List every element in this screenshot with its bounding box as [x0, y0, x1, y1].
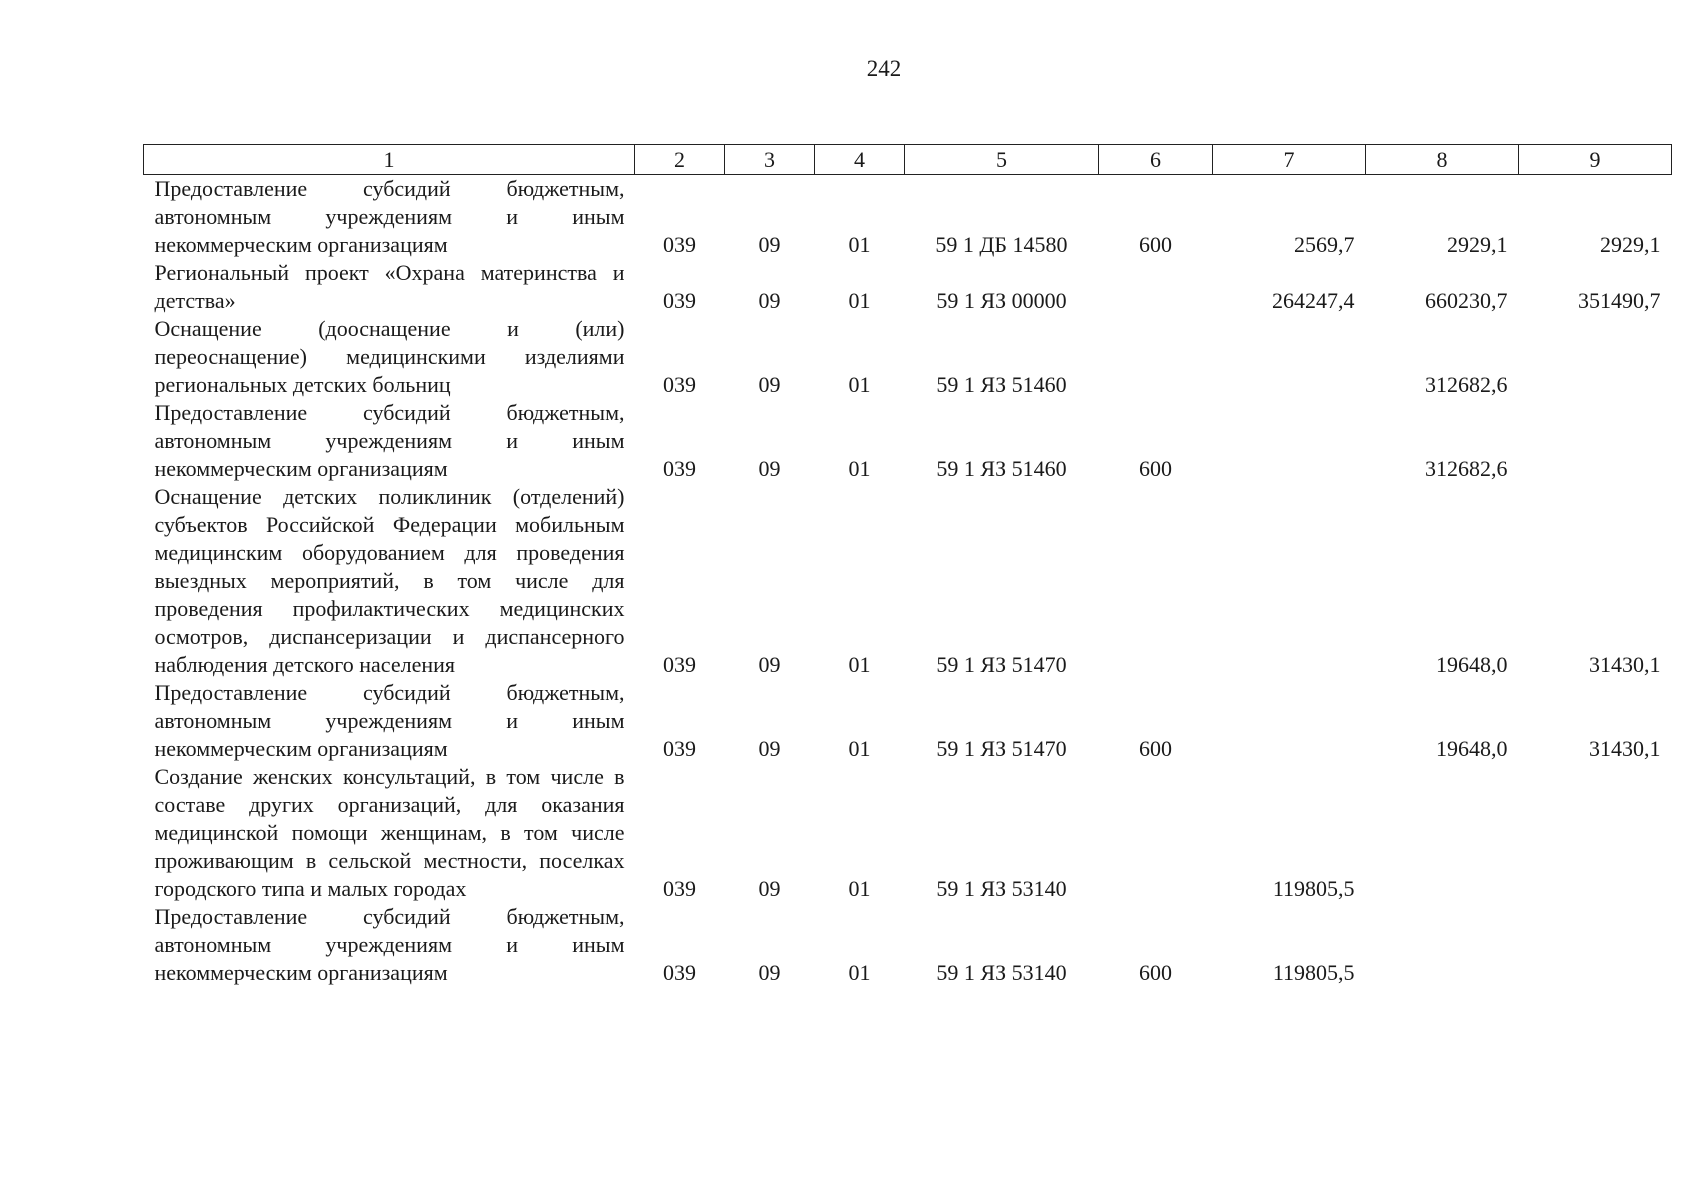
table-row — [144, 315, 1672, 399]
row-amount-year1-cell: 119805,5 — [1272, 876, 1355, 901]
row-amount-year3-cell — [1519, 763, 1672, 903]
row-subsection-cell: 01 — [848, 876, 871, 901]
row-target-article-cell: 59 1 ЯЗ 51460 — [936, 372, 1067, 397]
row-expense-type-cell — [1099, 315, 1213, 399]
row-amount-year3-cell — [1519, 399, 1672, 483]
table-row — [144, 259, 1672, 315]
row-amount-year2-cell — [1366, 903, 1519, 987]
row-subsection-cell: 01 — [848, 456, 871, 481]
row-section-cell: 09 — [758, 372, 781, 397]
row-subsection-cell: 01 — [848, 960, 871, 985]
row-amount-year3-cell: 351490,7 — [1578, 288, 1661, 313]
row-amount-year1-cell: 264247,4 — [1272, 288, 1355, 313]
row-grbs-cell: 039 — [663, 232, 696, 257]
row-amount-year1-cell — [1213, 315, 1366, 399]
header-row — [144, 145, 1672, 175]
table-row — [144, 483, 1672, 679]
table-body — [144, 175, 1672, 988]
row-name-cell: Предоставление субсидий бюджетным, автономным учреждениям и иным некоммерческим организациям — [154, 680, 625, 761]
row-subsection-cell: 01 — [848, 736, 871, 761]
row-section-cell: 09 — [758, 736, 781, 761]
row-amount-year2-cell: 660230,7 — [1425, 288, 1508, 313]
table-row — [144, 679, 1672, 763]
budget-table — [143, 144, 1672, 987]
row-amount-year2-cell: 312682,6 — [1425, 456, 1508, 481]
row-target-article-cell: 59 1 ЯЗ 51460 — [936, 456, 1067, 481]
table-row — [144, 763, 1672, 903]
table-row — [144, 903, 1672, 987]
row-name-cell: Предоставление субсидий бюджетным, автономным учреждениям и иным некоммерческим организациям — [154, 400, 625, 481]
row-amount-year3-cell: 31430,1 — [1589, 652, 1661, 677]
row-section-cell: 09 — [758, 652, 781, 677]
row-amount-year1-cell — [1213, 399, 1366, 483]
row-expense-type-cell: 600 — [1139, 736, 1172, 761]
header-cell-3: 3 — [725, 145, 815, 175]
row-target-article-cell: 59 1 ЯЗ 53140 — [936, 960, 1067, 985]
row-target-article-cell: 59 1 ЯЗ 51470 — [936, 652, 1067, 677]
row-expense-type-cell: 600 — [1139, 960, 1172, 985]
row-amount-year2-cell — [1366, 763, 1519, 903]
row-expense-type-cell — [1099, 763, 1213, 903]
row-section-cell: 09 — [758, 960, 781, 985]
row-grbs-cell: 039 — [663, 372, 696, 397]
header-cell-6: 6 — [1099, 145, 1213, 175]
row-grbs-cell: 039 — [663, 736, 696, 761]
header-cell-1: 1 — [144, 145, 635, 175]
row-amount-year1-cell: 2569,7 — [1294, 232, 1355, 257]
page-number: 242 — [866, 56, 902, 81]
header-cell-4: 4 — [815, 145, 905, 175]
row-grbs-cell: 039 — [663, 876, 696, 901]
row-amount-year1-cell — [1213, 483, 1366, 679]
row-section-cell: 09 — [758, 876, 781, 901]
row-target-article-cell: 59 1 ЯЗ 00000 — [936, 288, 1067, 313]
header-cell-5: 5 — [905, 145, 1099, 175]
row-target-article-cell: 59 1 ДБ 14580 — [935, 232, 1068, 257]
row-amount-year2-cell: 19648,0 — [1436, 652, 1508, 677]
header-cell-8: 8 — [1366, 145, 1519, 175]
row-amount-year1-cell: 119805,5 — [1272, 960, 1355, 985]
row-name-cell: Оснащение детских поликлиник (отделений) субъектов Российской Федерации мобильным медицинским оборудованием для проведения выездных мероприятий, в том числе для проведения профилактических медицинских осмотров, диспансеризации и диспансерного наблюдения детского населения — [154, 484, 625, 677]
table-row — [144, 175, 1672, 260]
row-grbs-cell: 039 — [663, 652, 696, 677]
row-name-cell: Оснащение (дооснащение и (или) переоснащение) медицинскими изделиями региональных детских больниц — [154, 316, 625, 397]
row-section-cell: 09 — [758, 456, 781, 481]
row-amount-year2-cell: 2929,1 — [1447, 232, 1508, 257]
header-cell-2: 2 — [635, 145, 725, 175]
row-name-cell: Предоставление субсидий бюджетным, автономным учреждениям и иным некоммерческим организациям — [154, 904, 625, 985]
row-amount-year2-cell: 312682,6 — [1425, 372, 1508, 397]
row-subsection-cell: 01 — [848, 372, 871, 397]
row-amount-year3-cell — [1519, 903, 1672, 987]
row-section-cell: 09 — [758, 288, 781, 313]
row-subsection-cell: 01 — [848, 652, 871, 677]
row-amount-year1-cell — [1213, 679, 1366, 763]
row-target-article-cell: 59 1 ЯЗ 53140 — [936, 876, 1067, 901]
row-amount-year3-cell — [1519, 315, 1672, 399]
row-grbs-cell: 039 — [663, 288, 696, 313]
row-section-cell: 09 — [758, 232, 781, 257]
row-target-article-cell: 59 1 ЯЗ 51470 — [936, 736, 1067, 761]
table-row — [144, 399, 1672, 483]
row-grbs-cell: 039 — [663, 456, 696, 481]
row-amount-year3-cell: 2929,1 — [1600, 232, 1661, 257]
header-cell-9: 9 — [1519, 145, 1672, 175]
row-expense-type-cell — [1099, 483, 1213, 679]
row-name-cell: Предоставление субсидий бюджетным, автономным учреждениям и иным некоммерческим организациям — [154, 176, 625, 257]
row-subsection-cell: 01 — [848, 232, 871, 257]
row-amount-year2-cell: 19648,0 — [1436, 736, 1508, 761]
row-name-cell: Региональный проект «Охрана материнства и детства» — [154, 260, 625, 313]
row-name-cell: Создание женских консультаций, в том числе в составе других организаций, для оказания медицинской помощи женщинам, в том числе проживающим в сельской местности, поселках городского типа и малых городах — [154, 764, 625, 901]
row-grbs-cell: 039 — [663, 960, 696, 985]
row-amount-year3-cell: 31430,1 — [1589, 736, 1661, 761]
header-cell-7: 7 — [1213, 145, 1366, 175]
row-subsection-cell: 01 — [848, 288, 871, 313]
row-expense-type-cell: 600 — [1139, 232, 1172, 257]
row-expense-type-cell — [1099, 259, 1213, 315]
row-expense-type-cell: 600 — [1139, 456, 1172, 481]
